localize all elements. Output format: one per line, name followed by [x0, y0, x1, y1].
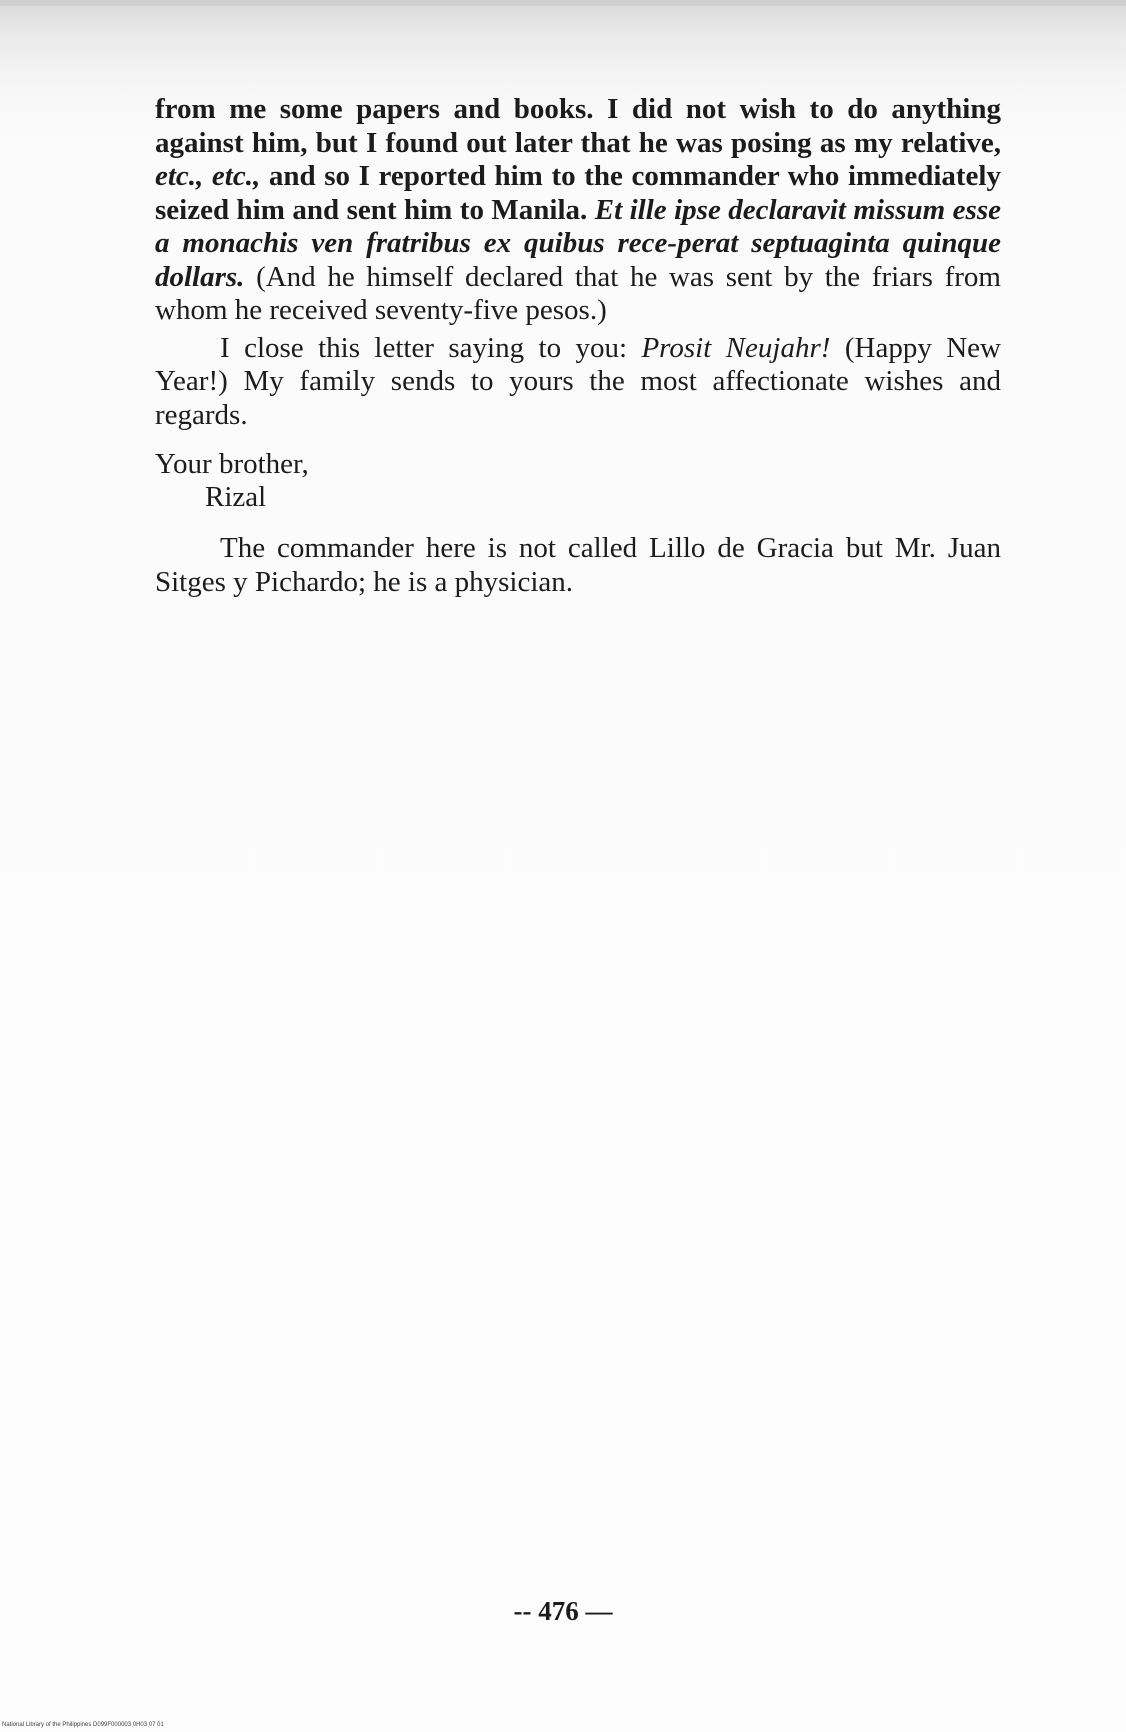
closing-line: Your brother,	[155, 448, 309, 480]
german-greeting: Prosit Neujahr!	[641, 331, 831, 364]
paragraph-text: (Happy New Year!) My family sends to yours the most affectionate wishes and regards.	[155, 331, 1002, 431]
paragraph-continuation	[155, 93, 1001, 328]
postscript: The commander here is not called Lillo de Gracia but Mr. Juan Sitges y Pichardo; he is a physician.	[155, 532, 1001, 598]
signoff	[155, 448, 1001, 514]
latin-quote: Et ille ipse declaravit missum esse a monachis ven fratribus ex quibus rece-perat septuaginta quinque dollars.	[155, 193, 1001, 293]
paragraph-text: I close this letter saying to you:	[220, 331, 642, 364]
paragraph-new-year	[155, 332, 1001, 433]
scan-edge	[0, 0, 1126, 6]
signature: Rizal	[205, 481, 267, 513]
letter-body	[155, 93, 1001, 599]
latin-translation: (And he himself declared that he was sent by the friars from whom he received seventy-five pesos.)	[155, 260, 1001, 326]
paragraph-text-bold-italic: etc., etc.,	[155, 160, 261, 192]
archive-footer: National Library of the Philippines D099F000003 0H03 07 01	[2, 1722, 164, 1728]
page-number: -- 476 —	[513, 1596, 613, 1626]
paragraph-text-bold: from me some papers and books. I did not wish to do anything against him, but I found out later that he was posing as my relative,	[155, 93, 1001, 159]
paragraph-text-bold: and so I reported him to the commander who immediately seized him and sent him to Manila.	[155, 160, 1001, 226]
